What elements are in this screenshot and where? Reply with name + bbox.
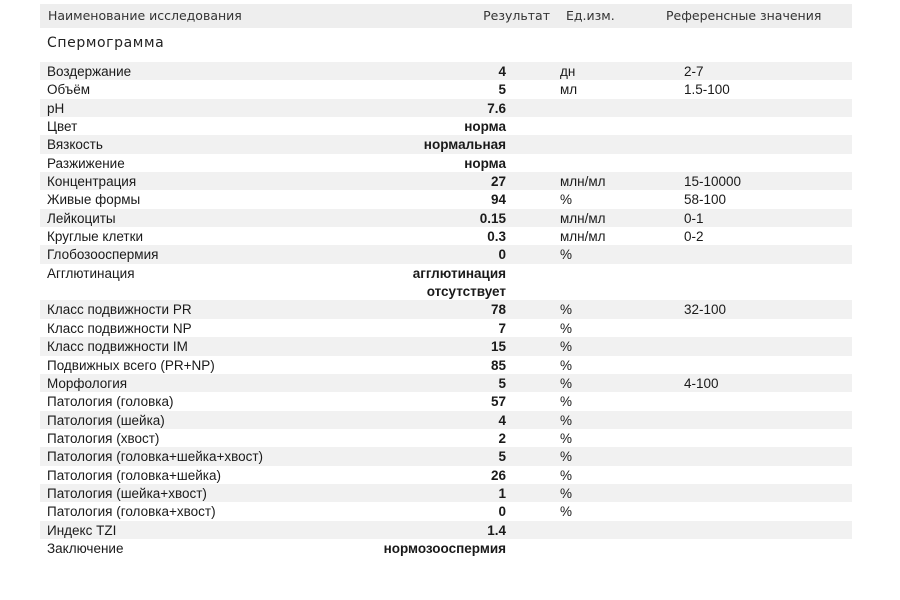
section-title: Спермограмма — [47, 35, 165, 51]
row-result: 94 — [490, 192, 506, 208]
row-reference: 15-10000 — [684, 174, 742, 190]
row-result: 5 — [498, 449, 506, 465]
header-unit: Ед.изм. — [566, 8, 615, 23]
results-table — [40, 62, 852, 557]
row-result: 15 — [490, 339, 506, 355]
row-result: 26 — [490, 467, 506, 483]
row-name: Объём — [47, 82, 91, 98]
table-row — [40, 300, 852, 318]
row-reference: 2-7 — [684, 64, 704, 79]
row-name: Глобозооспермия — [47, 247, 159, 263]
row-result: 7 — [498, 320, 506, 336]
row-result: 57 — [490, 394, 506, 410]
header-result: Результат — [483, 8, 550, 23]
row-name: Цвет — [47, 119, 78, 135]
row-name: Подвижных всего (PR+NP) — [47, 357, 215, 373]
table-row — [40, 447, 852, 465]
row-name: Патология (головка+шейка+хвост) — [47, 449, 264, 465]
table-row — [40, 319, 852, 337]
row-result: агглютинация — [412, 265, 506, 281]
row-name: Морфология — [47, 375, 128, 391]
row-name: Живые формы — [47, 192, 141, 208]
row-unit: % — [560, 247, 573, 263]
row-result: 0 — [498, 504, 506, 520]
row-name: Класс подвижности IM — [47, 339, 188, 355]
row-name: Воздержание — [47, 64, 132, 79]
table-row — [40, 117, 852, 135]
row-unit: мл — [560, 82, 578, 98]
row-result: 1.4 — [487, 522, 506, 538]
row-unit: % — [560, 467, 573, 483]
table-row — [40, 227, 852, 245]
row-result: нормальная — [423, 137, 506, 153]
row-name: Патология (шейка+хвост) — [47, 485, 207, 501]
row-name: Патология (головка+шейка) — [47, 467, 221, 483]
table-header — [40, 4, 852, 28]
table-row — [40, 521, 852, 539]
row-unit: дн — [560, 64, 576, 79]
table-row — [40, 245, 852, 263]
row-name: Агглютинация — [47, 265, 135, 281]
table-row — [40, 356, 852, 374]
row-result: 7.6 — [487, 100, 506, 116]
row-name: Разжижение — [47, 155, 125, 171]
table-row — [40, 209, 852, 227]
table-row — [40, 539, 852, 557]
row-name: pH — [47, 100, 65, 116]
row-name: Лейкоциты — [47, 210, 116, 226]
table-row — [40, 429, 852, 447]
row-reference: 1.5-100 — [684, 82, 730, 98]
row-name: Патология (головка+хвост) — [47, 504, 216, 520]
row-unit: % — [560, 339, 573, 355]
row-result: 85 — [490, 357, 506, 373]
row-unit: % — [560, 320, 573, 336]
row-unit: % — [560, 485, 573, 501]
row-unit: млн/мл — [560, 174, 606, 190]
row-reference: 58-100 — [684, 192, 727, 208]
row-result: 2 — [498, 430, 506, 446]
header-name: Наименование исследования — [48, 8, 242, 23]
table-row — [40, 264, 852, 301]
row-result: 0.15 — [479, 210, 506, 226]
row-name: Концентрация — [47, 174, 137, 190]
table-row — [40, 411, 852, 429]
row-result: 27 — [490, 174, 506, 190]
table-row — [40, 484, 852, 502]
row-result: 4 — [498, 412, 506, 428]
row-unit: % — [560, 375, 573, 391]
row-unit: % — [560, 357, 573, 373]
row-result: 5 — [498, 82, 506, 98]
row-name: Патология (хвост) — [47, 430, 160, 446]
row-unit: % — [560, 430, 573, 446]
row-result: 4 — [498, 64, 506, 79]
row-result: нормозооспермия — [383, 540, 506, 556]
row-name: Патология (шейка) — [47, 412, 165, 428]
row-name: Заключение — [47, 540, 124, 556]
row-result: 1 — [498, 485, 506, 501]
row-reference: 0-1 — [684, 210, 704, 226]
row-reference: 32-100 — [684, 302, 727, 318]
row-unit: % — [560, 192, 573, 208]
row-result: 5 — [498, 375, 506, 391]
table-row — [40, 99, 852, 117]
table-row — [40, 190, 852, 208]
row-name: Вязкость — [47, 137, 103, 153]
row-result: норма — [464, 155, 506, 171]
row-result: 78 — [490, 302, 506, 318]
row-result: 0.3 — [487, 229, 506, 245]
row-unit: млн/мл — [560, 210, 606, 226]
row-name: Класс подвижности PR — [47, 302, 192, 318]
table-row — [40, 337, 852, 355]
row-result: 0 — [498, 247, 506, 263]
table-row — [40, 392, 852, 410]
row-name: Класс подвижности NP — [47, 320, 192, 336]
table-row — [40, 80, 852, 98]
table-row — [40, 172, 852, 190]
table-row — [40, 62, 852, 80]
row-name: Круглые клетки — [47, 229, 144, 245]
row-unit: млн/мл — [560, 229, 606, 245]
row-unit: % — [560, 412, 573, 428]
table-row — [40, 466, 852, 484]
row-reference: 4-100 — [684, 375, 719, 391]
row-result: норма — [464, 119, 506, 135]
row-reference: 0-2 — [684, 229, 704, 245]
table-row — [40, 502, 852, 520]
row-name: Патология (головка) — [47, 394, 174, 410]
row-name: Индекс TZI — [47, 522, 117, 538]
header-reference: Референсные значения — [666, 8, 822, 23]
table-row — [40, 135, 852, 153]
row-unit: % — [560, 394, 573, 410]
table-row — [40, 154, 852, 172]
row-unit: % — [560, 449, 573, 465]
row-result-continued: отсутствует — [426, 284, 506, 300]
row-unit: % — [560, 302, 573, 318]
row-unit: % — [560, 504, 573, 520]
table-row — [40, 374, 852, 392]
